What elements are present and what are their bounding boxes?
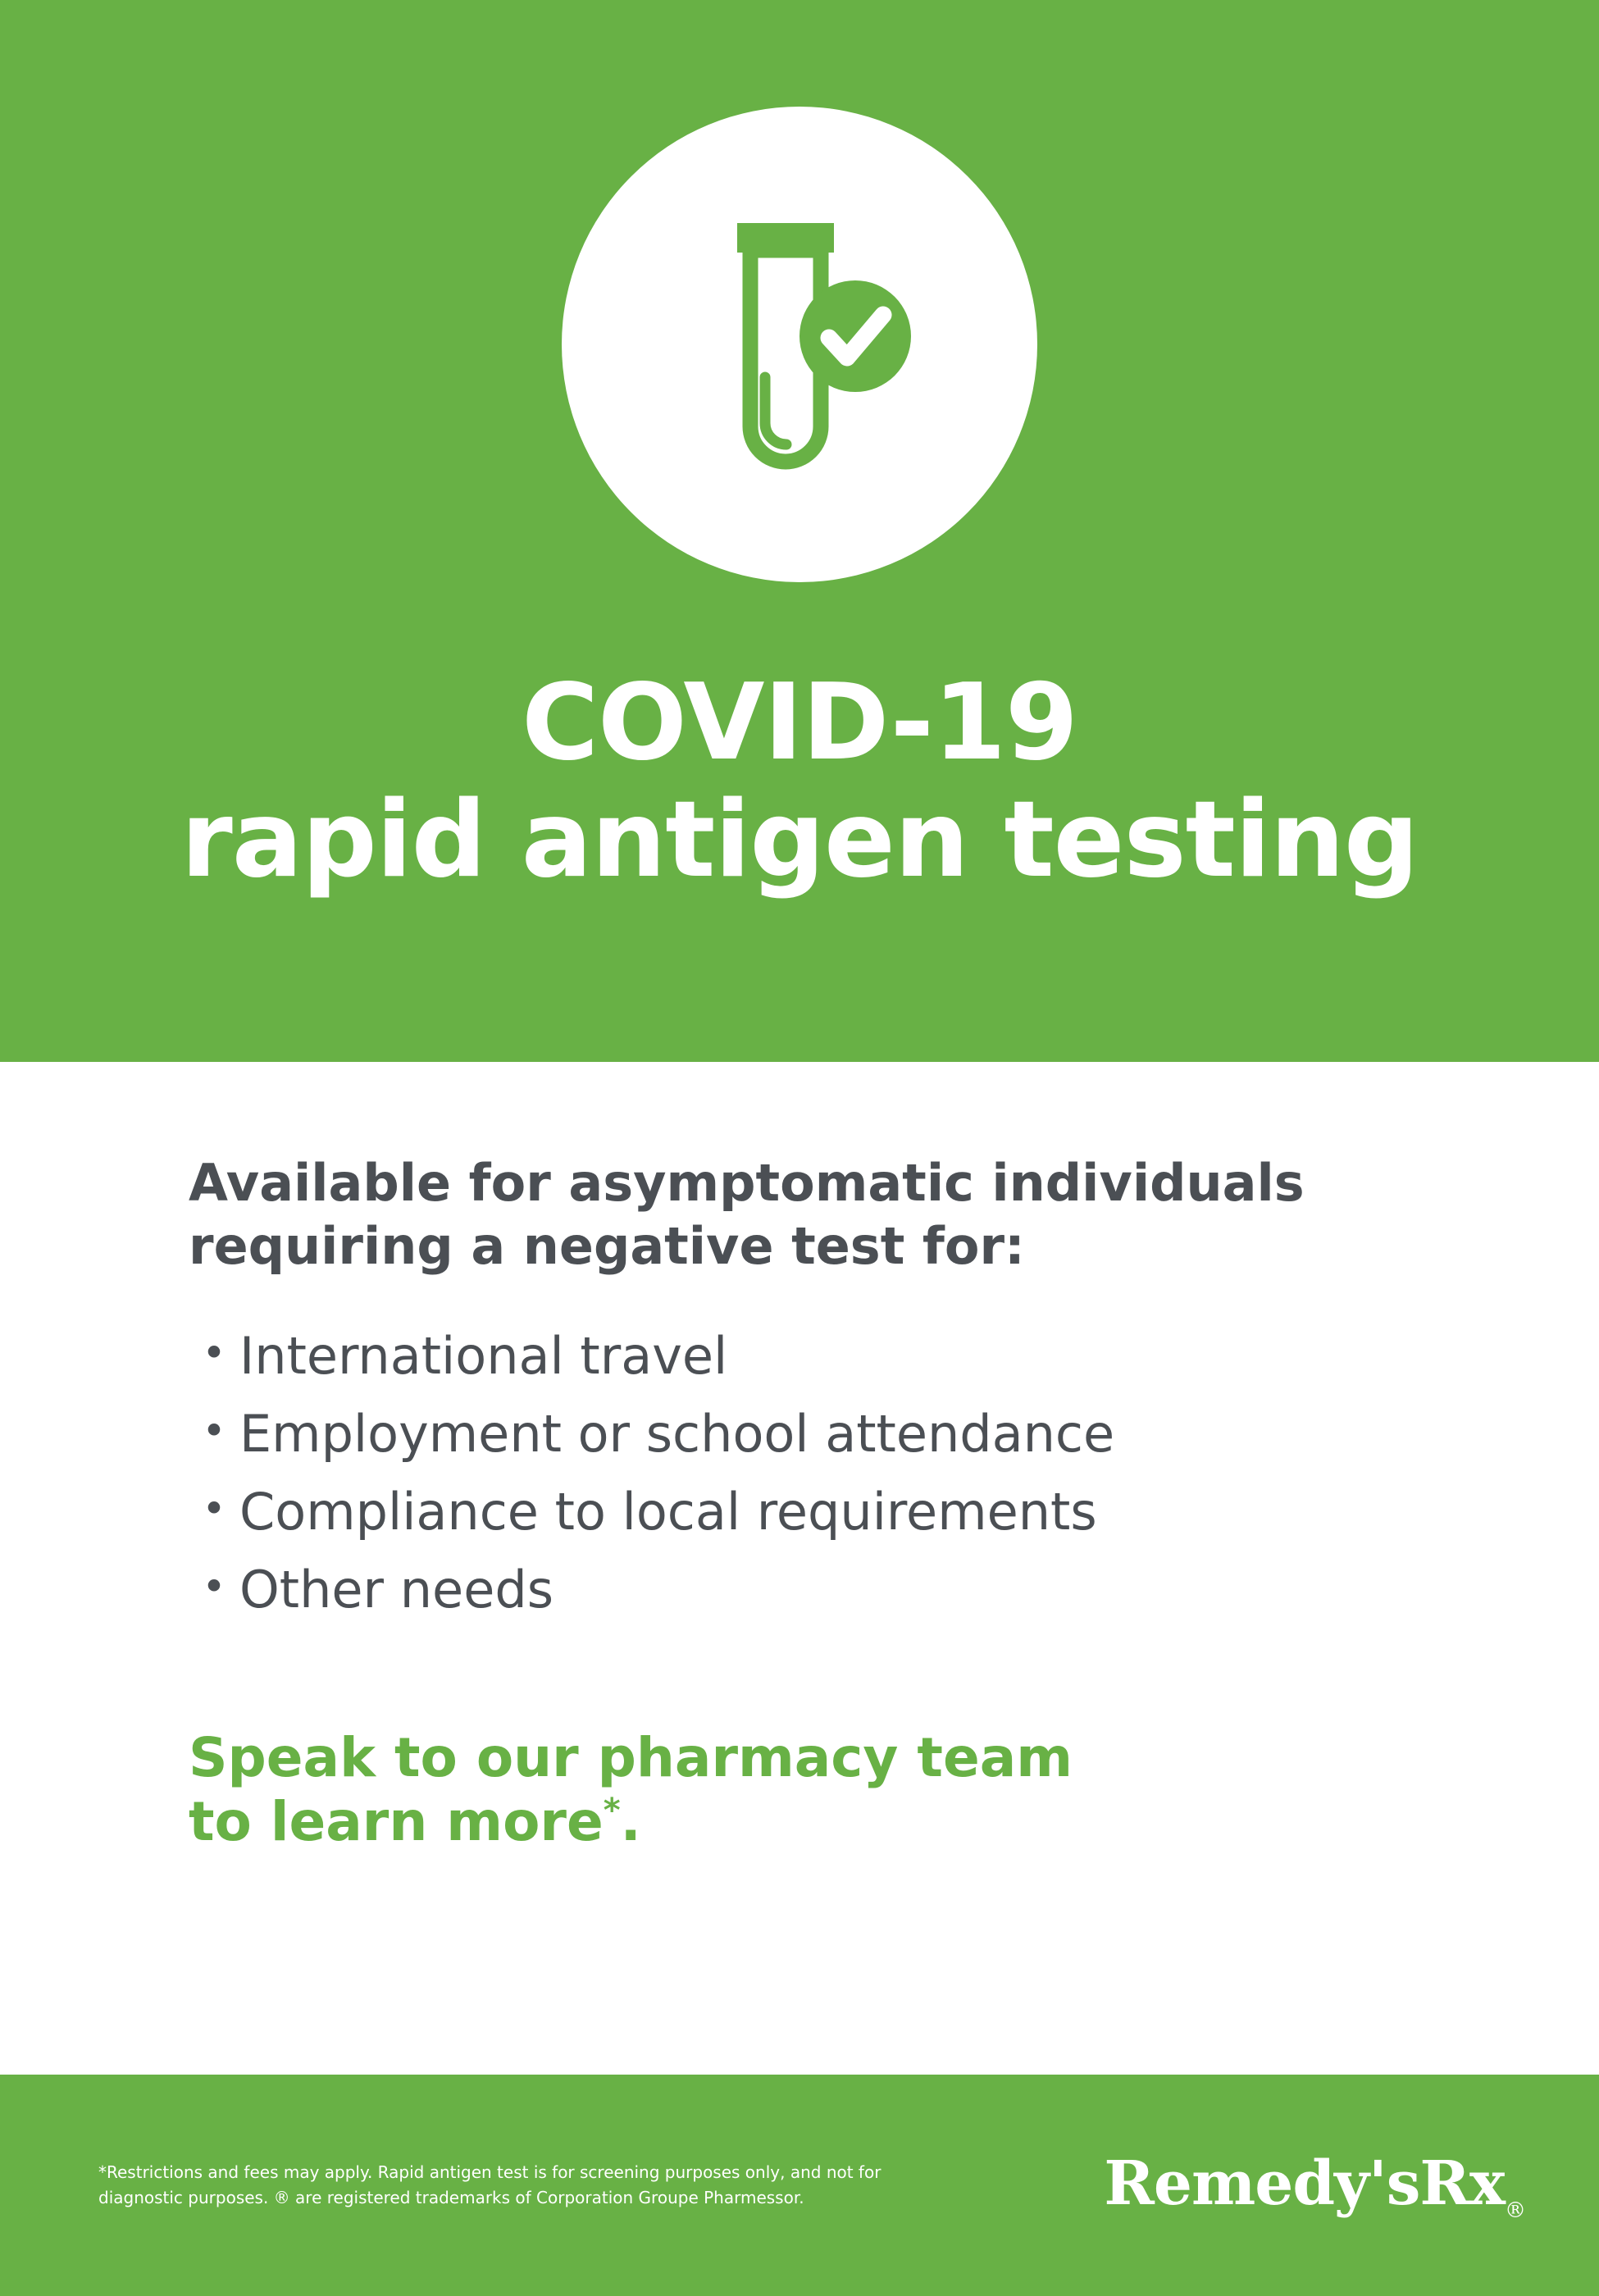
list-item [189, 1404, 1410, 1464]
cta-line-1: Speak to our pharmacy team [189, 1726, 1073, 1790]
registered-trademark-icon: ® [1505, 2198, 1525, 2223]
benefits-list [189, 1326, 1410, 1620]
list-item-label: International travel [239, 1325, 728, 1386]
cta-footnote-marker: * [603, 1792, 621, 1830]
bullet-icon: • [202, 1328, 226, 1377]
brand-name: Remedy'sRx [1104, 2148, 1505, 2219]
title-line-1: COVID-19 [522, 662, 1077, 784]
intro-text: Available for asymptomatic individuals requiring a negative test for: [189, 1153, 1305, 1276]
test-tube-check-icon [562, 107, 1037, 582]
cta-line-2-text: to learn more [189, 1790, 604, 1854]
list-item [189, 1326, 1410, 1386]
cta-line-2 [189, 1790, 1410, 1854]
poster-body [0, 1062, 1599, 2075]
bullet-icon: • [202, 1485, 226, 1533]
poster-footer [0, 2075, 1599, 2296]
poster-header [0, 0, 1599, 1062]
title-line-2: rapid antigen testing [180, 779, 1419, 902]
cta-period: . [620, 1790, 641, 1854]
brand-logo [1104, 2148, 1550, 2223]
list-item [189, 1560, 1410, 1620]
call-to-action [189, 1726, 1410, 1854]
list-item-label: Other needs [239, 1560, 554, 1620]
bullet-icon: • [202, 1406, 226, 1455]
disclaimer-text: *Restrictions and fees may apply. Rapid antigen test is for screening purposes only, and not for diagnostic purposes. ® are registered trademarks of Corporation Groupe Pharmessor. [98, 2162, 882, 2207]
bullet-icon: • [202, 1563, 226, 1611]
page-title [181, 664, 1419, 900]
list-item [189, 1482, 1410, 1542]
list-item-label: Compliance to local requirements [239, 1482, 1097, 1542]
list-item-label: Employment or school attendance [239, 1403, 1115, 1464]
